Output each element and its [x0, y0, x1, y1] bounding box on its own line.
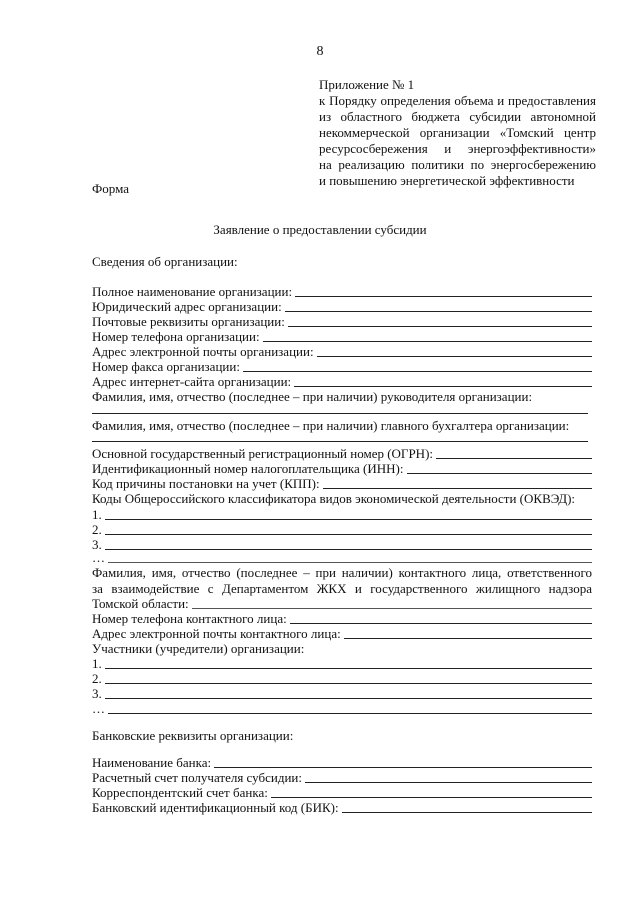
field-label: Юридический адрес организации:	[92, 299, 282, 314]
fill-line	[344, 638, 592, 639]
fill-line	[305, 782, 592, 783]
appendix-line: некоммерческой организации «Томский центр	[319, 125, 596, 140]
head-name-label: Фамилия, имя, отчество (последнее – при наличии) руководителя организации:	[92, 389, 533, 404]
appendix-line: из областного бюджета субсидии автономной	[319, 109, 596, 124]
field-label: Расчетный счет получателя субсидии:	[92, 770, 302, 785]
form-label: Форма	[92, 181, 129, 196]
fill-line	[214, 767, 592, 768]
fill-line	[263, 341, 592, 342]
field-label: Корреспондентский счет банка:	[92, 785, 268, 800]
field-label: Почтовые реквизиты организации:	[92, 314, 285, 329]
field-label: Полное наименование организации:	[92, 284, 293, 299]
appendix-line: Приложение № 1	[319, 77, 415, 92]
fill-line	[290, 623, 592, 624]
fill-line	[317, 356, 592, 357]
okved-item[interactable]	[92, 522, 592, 538]
bank-name-field[interactable]	[92, 755, 592, 771]
fill-line	[108, 713, 592, 714]
founder-item[interactable]	[92, 656, 592, 672]
field-label: Номер телефона организации:	[92, 329, 260, 344]
field-label: Номер факса организации:	[92, 359, 240, 374]
item-number: 3.	[92, 537, 102, 552]
head-name-line[interactable]	[92, 413, 588, 414]
fill-line	[105, 698, 592, 699]
item-number: 1.	[92, 507, 102, 522]
appendix-line: на реализацию политики по энергосбережению	[319, 157, 596, 172]
field-label: Банковский идентификационный код (БИК):	[92, 800, 339, 815]
account-field[interactable]	[92, 770, 592, 786]
ellipsis: …	[92, 550, 105, 565]
fill-line	[288, 326, 592, 327]
website-field[interactable]	[92, 374, 592, 390]
founders-heading: Участники (учредители) организации:	[92, 641, 305, 656]
accountant-name-line[interactable]	[92, 441, 588, 442]
fill-line	[105, 683, 592, 684]
field-label: Наименование банка:	[92, 755, 212, 770]
org-section-heading: Сведения об организации:	[92, 254, 238, 269]
inn-field[interactable]	[92, 461, 592, 477]
contact-person-field[interactable]	[92, 596, 592, 612]
okved-item[interactable]	[92, 507, 592, 523]
accountant-name-label: Фамилия, имя, отчество (последнее – при наличии) главного бухгалтера организации:	[92, 418, 570, 433]
contact-person-line: за взаимодействие с Департаментом ЖКХ и государственного жилищного надзора	[92, 581, 592, 596]
phone-field[interactable]	[92, 329, 592, 345]
fill-line	[285, 311, 592, 312]
appendix-line: к Порядку определения объема и предоставления	[319, 93, 596, 108]
item-number: 2.	[92, 671, 102, 686]
fill-line	[295, 296, 592, 297]
fill-line	[342, 812, 592, 813]
founder-item[interactable]	[92, 686, 592, 702]
fill-line	[105, 534, 592, 535]
fax-field[interactable]	[92, 359, 592, 375]
fill-line	[407, 473, 593, 474]
founder-item-more[interactable]	[92, 701, 592, 717]
field-label: Адрес интернет-сайта организации:	[92, 374, 292, 389]
legal-address-field[interactable]	[92, 299, 592, 315]
fill-line	[323, 488, 592, 489]
page-number: 8	[316, 44, 324, 59]
fill-line	[436, 458, 592, 459]
field-label: Код причины постановки на учет (КПП):	[92, 476, 320, 491]
field-label: Номер телефона контактного лица:	[92, 611, 287, 626]
kpp-field[interactable]	[92, 476, 592, 492]
email-field[interactable]	[92, 344, 592, 360]
okved-heading: Коды Общероссийского классификатора видов экономической деятельности (ОКВЭД):	[92, 491, 576, 506]
ogrn-field[interactable]	[92, 446, 592, 462]
item-number: 1.	[92, 656, 102, 671]
field-label: Адрес электронной почты организации:	[92, 344, 314, 359]
fill-line	[105, 668, 592, 669]
field-label: Томской области:	[92, 596, 189, 611]
fill-line	[243, 371, 592, 372]
field-label: Идентификационный номер налогоплательщика (ИНН):	[92, 461, 404, 476]
item-number: 2.	[92, 522, 102, 537]
contact-email-field[interactable]	[92, 626, 592, 642]
founder-item[interactable]	[92, 671, 592, 687]
fill-line	[192, 608, 592, 609]
fill-line	[271, 797, 592, 798]
okved-item-more[interactable]	[92, 550, 592, 566]
field-label: Адрес электронной почты контактного лица:	[92, 626, 341, 641]
corr-account-field[interactable]	[92, 785, 592, 801]
contact-phone-field[interactable]	[92, 611, 592, 627]
bik-field[interactable]	[92, 800, 592, 816]
ellipsis: …	[92, 701, 105, 716]
appendix-line: и повышению энергетической эффективности	[319, 173, 575, 188]
field-label: Основной государственный регистрационный номер (ОГРН):	[92, 446, 434, 461]
appendix-block	[319, 77, 596, 189]
fill-line	[294, 386, 592, 387]
bank-section-heading: Банковские реквизиты организации:	[92, 728, 294, 743]
contact-person-label	[92, 565, 592, 597]
postal-details-field[interactable]	[92, 314, 592, 330]
appendix-line: ресурсосбережения и энергоэффективности»	[319, 141, 596, 156]
fill-line	[105, 519, 592, 520]
item-number: 3.	[92, 686, 102, 701]
full-name-field[interactable]	[92, 284, 592, 300]
page-title: Заявление о предоставлении субсидии	[213, 222, 427, 237]
contact-person-line: Фамилия, имя, отчество (последнее – при наличии) контактного лица, ответственного	[92, 565, 592, 580]
fill-line	[108, 562, 592, 563]
